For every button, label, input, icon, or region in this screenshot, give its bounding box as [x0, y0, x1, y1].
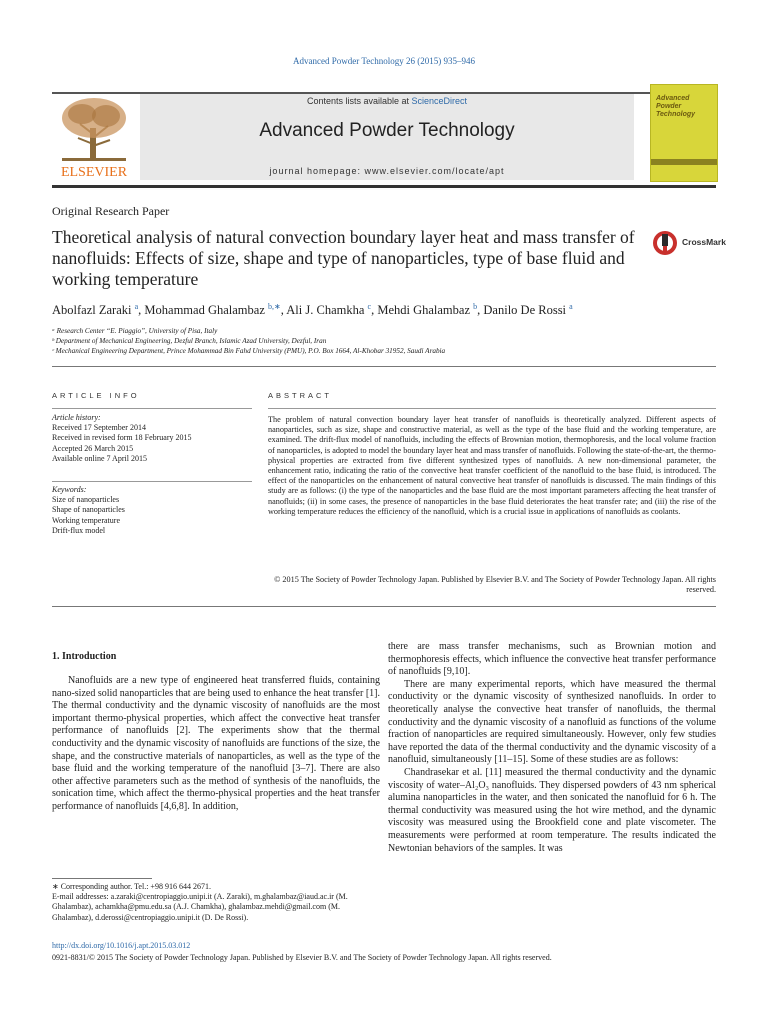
- elsevier-tree-icon: [52, 94, 136, 180]
- keywords-rule: [52, 481, 252, 482]
- body-column-left: [52, 675, 380, 814]
- header-bottom-rule: [52, 185, 716, 188]
- article-info-heading: ARTICLE INFO: [52, 391, 140, 400]
- cover-bar: [651, 159, 717, 165]
- crossmark-badge[interactable]: [652, 230, 726, 258]
- author-affiliation-marker[interactable]: a: [134, 302, 139, 311]
- email-addresses: E-mail addresses: a.zaraki@centropiaggio.unipi.it (A. Zaraki), m.ghalambaz@iaud.ac.ir (M. Ghalambaz), achamkha@pmu.edu.sa (A.J. Chamkha), ghalambaz.mehdi@gmail.com (M. Ghalambaz), d.derossi@centropiaggio.unipi.it (D. De Rossi).: [52, 892, 348, 922]
- contents-line: [140, 96, 634, 106]
- author-affiliation-marker[interactable]: a: [569, 302, 573, 311]
- abstract-heading: ABSTRACT: [268, 391, 333, 400]
- affiliation-a: ᵃ Research Center “E. Piaggio”, University of Pisa, Italy: [52, 327, 218, 335]
- article-title: Theoretical analysis of natural convection boundary layer heat and mass transfer of nanofluids: Effects of size, shape and type of nanoparticles, type of base fluid and working temperature: [52, 227, 635, 289]
- footnote-rule: [52, 878, 152, 879]
- abstract-copyright: © 2015 The Society of Powder Technology Japan. Published by Elsevier B.V. and The Society of Powder Technology Japan. All rights reserved.: [274, 575, 716, 595]
- author-name: Abolfazl Zaraki: [52, 303, 135, 318]
- elsevier-wordmark: ELSEVIER: [60, 165, 128, 180]
- author-affiliation-marker[interactable]: b,∗: [268, 302, 281, 311]
- issn-copyright-line: 0921-8831/© 2015 The Society of Powder Technology Japan. Published by Elsevier B.V. and The Society of Powder Technology Japan. All rights reserved.: [52, 953, 552, 962]
- sciencedirect-link[interactable]: ScienceDirect: [411, 96, 468, 106]
- abstract-rule: [268, 408, 716, 409]
- keyword-item: Shape of nanoparticles: [52, 505, 125, 515]
- footnotes: [52, 882, 380, 923]
- history-item: Accepted 26 March 2015: [52, 443, 134, 453]
- doi-link[interactable]: http://dx.doi.org/10.1016/j.apt.2015.03.012: [52, 941, 191, 950]
- keyword-item: Size of nanoparticles: [52, 495, 120, 505]
- affiliation-c: ᶜ Mechanical Engineering Department, Prince Mohammad Bin Fahd University (PMU), P.O. Box 1664, Al-Khobar 31952, Saudi Arabia: [52, 347, 446, 355]
- paragraph: Chandrasekar et al. [11] measured the thermal conductivity and the dynamic viscosity of water–Al₂O₃ nanofluids. They dispersed powders of 43 nm spherical alumina nanoparticles in the water, and then sonicated the nanofluid for 6 h. The thermal conductivity was measured using the hot wire method, and the dynamic viscosity was measured using the Brookfield cone and plate viscometer. The measurements were performed at room temperature. The results indicated the Newtonian behaviors of the samples. It was: [388, 766, 716, 854]
- abstract-text: The problem of natural convection boundary layer heat transfer of nanofluids is theoretically analyzed. Different aspects of nanoparticles, such as size, shape and constructive material, as well as the type of the base fluid and the working temperature, are examined. The drift-flux model of nanofluids, including the effects of Brownian motion, thermophoresis, and the local volume fraction of nanoparticles, is adopted to model the boundary layer heat and mass transfer of nanofluids. Following the state-of-the-art, the thermo-physical properties are extracted from five different synthesized types of nanofluids. A new non-dimensional parameter, the enhancement ratio, indicating the ratio of the convective heat transfer coefficient of the nanofluid to the base fluid, is introduced. The effect of the nanoparticles on the enhancement of natural convective heat transfer of nanofluids is discussed. The main findings of this study are as follows: (i) the type of the nanoparticles and the base fluid are the most important parameters affecting the heat transfer of nanofluids; (ii) in some cases, the presence of nanoparticles in the base fluid deteriorates the heat transfer rate; and (iii) the rise of the working temperature reduces the efficiency of the nanofluid, which is a crucial issue in applications of nanofluids as coolants.: [268, 415, 716, 516]
- affiliation-b: ᵇ Department of Mechanical Engineering, Dezful Branch, Islamic Azad University, Dezful, Iran: [52, 337, 327, 345]
- crossmark-label: CrossMark: [682, 237, 726, 247]
- author-name: Mohammad Ghalambaz: [144, 303, 268, 318]
- journal-homepage-link[interactable]: journal homepage: www.elsevier.com/locate/apt: [269, 166, 505, 176]
- author-affiliation-marker[interactable]: c: [367, 302, 372, 311]
- journal-reference-link[interactable]: Advanced Powder Technology 26 (2015) 935–946: [293, 56, 475, 66]
- paragraph: Nanofluids are a new type of engineered heat transferred fluids, containing nano-sized solid nanoparticles that are being used to enhance the heat transfer [1]. The thermal conductivity and the dynamic viscosity of nanofluids are the most important thermo-physical properties, which affect the convective heat transfer performance of nanofluids [2]. The experiments show that the thermal conductivity and the dynamic viscosity of nanofluids are functions of the size, the shape, and the constructive materials of nanoparticles, as well as the type of the base fluid and the working temperature of the nanofluid [3–7]. There are also other affective parameters such as the method of synthesis of the nanofluids, the sonication time, which affect the thermo-physical properties and the heat transfer performance of nanofluids [4,6,8]. In addition,: [52, 675, 380, 812]
- body-column-right: [388, 641, 716, 855]
- history-item: Received 17 September 2014: [52, 423, 146, 433]
- corresponding-author-note: ∗ Corresponding author. Tel.: +98 916 644 2671.: [52, 882, 211, 891]
- author-name: Ali J. Chamkha: [286, 303, 368, 318]
- elsevier-logo: [52, 94, 136, 180]
- contents-prefix: Contents lists available at: [306, 96, 412, 106]
- journal-title: Advanced Powder Technology: [259, 120, 515, 141]
- author-name: Mehdi Ghalambaz: [377, 303, 474, 318]
- article-info-rule: [52, 408, 252, 409]
- paragraph: There are many experimental reports, which have measured the thermal conductivity or the dynamic viscosity of synthesized nanofluids. In order to theoretically analyse the convective heat transfer of nanofluids, the thermal conductivity and the dynamic viscosity of a nanofluid as functions of the volume fraction of nanoparticles are required simultaneously. However, only few studies have reported the data of the thermal conductivity and the dynamic viscosity of a nanofluid, simultaneously [11–15]. Some of these studies are as follows:: [388, 678, 716, 766]
- keywords-label: Keywords:: [52, 485, 87, 494]
- article-type: Original Research Paper: [52, 204, 170, 218]
- history-item: Available online 7 April 2015: [52, 453, 147, 463]
- head-rule: [52, 366, 716, 367]
- cover-title: Advanced Powder Technology: [656, 95, 696, 118]
- journal-cover-image: [650, 84, 718, 182]
- abstract-bottom-rule: [52, 606, 716, 607]
- author-list: Abolfazl Zaraki $^a$, Mohammad Ghalambaz $^{b,∗}$, Ali J. Chamkha $^c$, Mehdi Ghalambaz $^b$, Danilo De Rossi $^a$: [52, 302, 573, 318]
- history-item: Received in revised form 18 February 2015: [52, 433, 192, 443]
- keyword-item: Working temperature: [52, 515, 120, 525]
- article-history: [52, 413, 252, 464]
- section-heading-introduction: 1. Introduction: [52, 651, 117, 662]
- keywords: [52, 485, 252, 536]
- history-label: Article history:: [52, 413, 101, 422]
- crossmark-icon: [652, 230, 678, 256]
- author-affiliation-marker[interactable]: b: [473, 302, 478, 311]
- keyword-item: Drift-flux model: [52, 525, 106, 535]
- paragraph: there are mass transfer mechanisms, such as Brownian motion and thermophoresis effects, which influence the convective heat transfer performance of nanofluids [9,10].: [388, 641, 716, 678]
- author-name: Danilo De Rossi: [483, 303, 570, 318]
